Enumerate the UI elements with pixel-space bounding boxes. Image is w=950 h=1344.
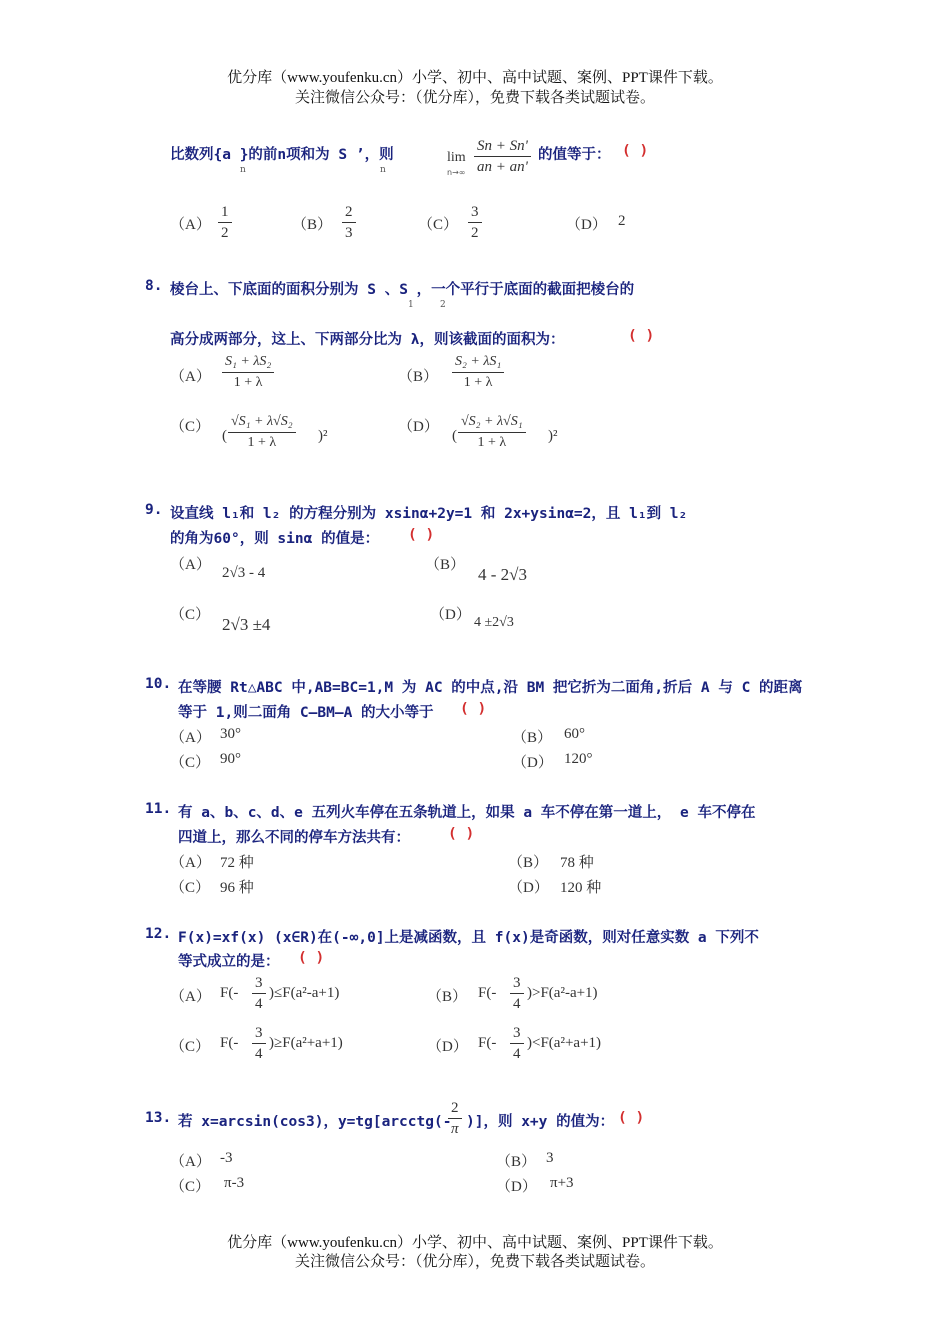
q9-number: 9. (145, 502, 163, 518)
q7-option-a-label[interactable]: （A） (170, 217, 211, 233)
q12-option-d-pre: F(- (478, 1035, 497, 1051)
q11-number: 11. (145, 801, 172, 817)
q7-option-b-num: 2 (342, 202, 356, 223)
q12-option-d-post: )<F(a²+a+1) (527, 1035, 602, 1051)
q8-sub2: 2 (440, 300, 446, 310)
q8-option-d-fraction (458, 412, 526, 453)
q8-option-b-den: 1 + λ (463, 375, 493, 390)
q12-option-b-den: 4 (513, 996, 521, 1012)
q12-option-c-pre: F(- (220, 1035, 239, 1051)
q9-option-d-value: 4 ±2√3 (474, 615, 514, 630)
q11-option-b-label[interactable]: （B） (508, 855, 549, 871)
q10-option-d-value: 120° (564, 751, 593, 767)
q10-option-c-label[interactable]: （C） (170, 755, 211, 771)
q11-option-d-label[interactable]: （D） (508, 880, 549, 896)
q7-limit-fraction (474, 136, 531, 177)
q7-option-a-num: 1 (218, 202, 232, 223)
q12-number: 12. (145, 926, 172, 942)
q9-option-c-value: 2√3 ±4 (222, 615, 271, 634)
q8-option-c-fraction (228, 412, 296, 453)
q8-option-d-open: ( (452, 428, 457, 444)
q7-text-b: 的值等于： (538, 147, 611, 163)
page-header-line2: 关注微信公众号：（优分库），免费下载各类试题试卷。 (294, 90, 655, 106)
q8-option-d-num: √S₂ + λ√S₁ (458, 412, 526, 433)
q7-option-a-fraction (218, 202, 232, 243)
q8-option-b-fraction (452, 352, 504, 393)
q12-option-d-den: 4 (513, 1046, 521, 1062)
q10-option-d-label[interactable]: （D） (512, 755, 553, 771)
q8-option-d-den: 1 + λ (477, 435, 507, 450)
q8-sub1: 1 (408, 300, 414, 310)
q12-option-b-num: 3 (510, 973, 524, 994)
q9-answer-paren[interactable]: ( ) (408, 527, 435, 543)
q7-option-d-value: 2 (618, 213, 626, 229)
q7-answer-paren[interactable]: ( ) (622, 143, 649, 159)
q7-sub-n1: n (240, 165, 246, 175)
q7-text-a: 比数列{a }的前n项和为 S ’，则 (170, 147, 394, 163)
q13-option-c-label[interactable]: （C） (170, 1179, 211, 1195)
q7-lim-sub: n→∞ (447, 168, 466, 177)
q11-option-a-value: 72 种 (220, 855, 254, 871)
q9-option-b-value: 4 - 2√3 (478, 565, 527, 584)
q13-option-d-label[interactable]: （D） (496, 1179, 537, 1195)
q11-option-d-value: 120 种 (560, 880, 602, 896)
q7-option-b-den: 3 (345, 225, 353, 241)
q11-option-b-value: 78 种 (560, 855, 594, 871)
q9-line1: 设直线 l₁和 l₂ 的方程分别为 xsinα+2y=1 和 2x+ysinα=2，且 l₁到 l₂ (170, 506, 688, 522)
q8-option-c-num: √S₁ + λ√S₂ (228, 412, 296, 433)
q10-option-a-value: 30° (220, 726, 241, 742)
q12-option-b-fraction (510, 973, 524, 1014)
q10-option-a-label[interactable]: （A） (170, 730, 211, 746)
q12-line1: F(x)=xf(x) (x∈R)在(-∞,0]上是减函数，且 f(x)是奇函数，则对任意实数 a 下列不 (178, 930, 759, 946)
q13-text-a: 若 x=arcsin(cos3)，y=tg[arcctg(- (178, 1114, 452, 1130)
q9-option-c-label[interactable]: （C） (170, 607, 211, 623)
q9-option-a-label[interactable]: （A） (170, 557, 211, 573)
q13-option-b-label[interactable]: （B） (496, 1154, 537, 1170)
q11-answer-paren[interactable]: ( ) (448, 826, 475, 842)
q10-line1: 在等腰 Rt△ABC 中,AB=BC=1,M 为 AC 的中点,沿 BM 把它折为二面角,折后 A 与 C 的距离 (178, 680, 803, 696)
q12-option-d-label[interactable]: （D） (427, 1039, 468, 1055)
q7-option-c-label[interactable]: （C） (418, 217, 459, 233)
q13-fraction-den: π (451, 1121, 459, 1137)
q7-sub-n2: n (380, 165, 386, 175)
q8-option-c-label[interactable]: （C） (170, 419, 211, 435)
page-footer-line1: 优分库（www.youfenku.cn）小学、初中、高中试题、案例、PPT课件下载。 (227, 1235, 723, 1251)
q12-option-c-den: 4 (255, 1046, 263, 1062)
q13-option-c-value: π-3 (224, 1175, 245, 1191)
q7-option-b-label[interactable]: （B） (292, 217, 333, 233)
q11-option-a-label[interactable]: （A） (170, 855, 211, 871)
q11-option-c-value: 96 种 (220, 880, 254, 896)
q11-line2: 四道上，那么不同的停车方法共有： (178, 830, 410, 846)
q12-option-a-post: )≤F(a²-a+1) (269, 985, 340, 1001)
q10-option-b-label[interactable]: （B） (512, 730, 553, 746)
q12-option-d-fraction (510, 1023, 524, 1064)
q7-lim: lim (447, 150, 466, 165)
q13-answer-paren[interactable]: ( ) (618, 1110, 645, 1126)
q7-fraction-numerator: Sn + Sn' (474, 136, 531, 157)
q9-option-a-value: 2√3 - 4 (222, 565, 266, 581)
q12-option-d-num: 3 (510, 1023, 524, 1044)
q8-option-b-num: S₂ + λS₁ (452, 352, 504, 373)
q12-option-b-label[interactable]: （B） (427, 989, 468, 1005)
q8-option-a-label[interactable]: （A） (170, 369, 211, 385)
q7-option-a-den: 2 (221, 225, 229, 241)
q7-option-c-num: 3 (468, 202, 482, 223)
q12-option-c-post: )≥F(a²+a+1) (269, 1035, 343, 1051)
q10-number: 10. (145, 676, 172, 692)
q12-line2: 等式成立的是： (178, 954, 280, 970)
q13-text-b: )]，则 x+y 的值为： (466, 1114, 615, 1130)
q8-option-b-label[interactable]: （B） (398, 369, 439, 385)
page-footer-line2: 关注微信公众号：（优分库），免费下载各类试题试卷。 (294, 1254, 655, 1270)
q11-line1: 有 a、b、c、d、e 五列火车停在五条轨道上，如果 a 车不停在第一道上， e 车不停在 (178, 805, 756, 821)
q13-option-a-value: -3 (220, 1150, 233, 1166)
q9-line2: 的角为60°，则 sinα 的值是： (170, 531, 380, 547)
q8-option-d-close: )² (548, 428, 558, 444)
page-header-line1: 优分库（www.youfenku.cn）小学、初中、高中试题、案例、PPT课件下载。 (227, 70, 723, 86)
q12-option-b-pre: F(- (478, 985, 497, 1001)
q12-option-a-num: 3 (252, 973, 266, 994)
q12-option-a-pre: F(- (220, 985, 239, 1001)
q9-option-d-label[interactable]: （D） (430, 607, 471, 623)
q8-option-a-fraction (222, 352, 274, 393)
q12-option-b-post: )>F(a²-a+1) (527, 985, 598, 1001)
q8-option-d-label[interactable]: （D） (398, 419, 439, 435)
q8-option-c-close: )² (318, 428, 328, 444)
q13-number: 13. (145, 1110, 172, 1126)
q8-line2: 高分成两部分，这上、下两部分比为 λ，则该截面的面积为： (170, 332, 565, 348)
q13-fraction (448, 1098, 462, 1139)
q7-option-c-fraction (468, 202, 482, 243)
q12-option-a-fraction (252, 973, 266, 1014)
q12-option-a-den: 4 (255, 996, 263, 1012)
q10-option-b-value: 60° (564, 726, 585, 742)
q8-number: 8. (145, 278, 163, 294)
q8-option-c-den: 1 + λ (247, 435, 277, 450)
q7-fraction-denominator: an + an' (477, 159, 528, 175)
q7-option-b-fraction (342, 202, 356, 243)
q12-option-c-fraction (252, 1023, 266, 1064)
q11-option-c-label[interactable]: （C） (170, 880, 211, 896)
q12-option-c-label[interactable]: （C） (170, 1039, 211, 1055)
q12-option-a-label[interactable]: （A） (170, 989, 211, 1005)
q8-option-a-den: 1 + λ (233, 375, 263, 390)
q10-line2: 等于 1,则二面角 C—BM—A 的大小等于 (178, 705, 434, 721)
q13-option-a-label[interactable]: （A） (170, 1154, 211, 1170)
q12-answer-paren[interactable]: ( ) (298, 950, 325, 966)
q10-option-c-value: 90° (220, 751, 241, 767)
q7-option-d-label[interactable]: （D） (566, 217, 607, 233)
q12-option-c-num: 3 (252, 1023, 266, 1044)
q10-answer-paren[interactable]: ( ) (460, 701, 487, 717)
q13-option-d-value: π+3 (550, 1175, 574, 1191)
q8-answer-paren[interactable]: ( ) (628, 328, 655, 344)
q8-option-c-open: ( (222, 428, 227, 444)
q8-line1: 棱台上、下底面的面积分别为 S 、S ，一个平行于底面的截面把棱台的 (170, 282, 635, 298)
q8-option-a-num: S₁ + λS₂ (222, 352, 274, 373)
q9-option-b-label[interactable]: （B） (425, 557, 466, 573)
q13-option-b-value: 3 (546, 1150, 554, 1166)
q7-option-c-den: 2 (471, 225, 479, 241)
q13-fraction-num: 2 (448, 1098, 462, 1119)
